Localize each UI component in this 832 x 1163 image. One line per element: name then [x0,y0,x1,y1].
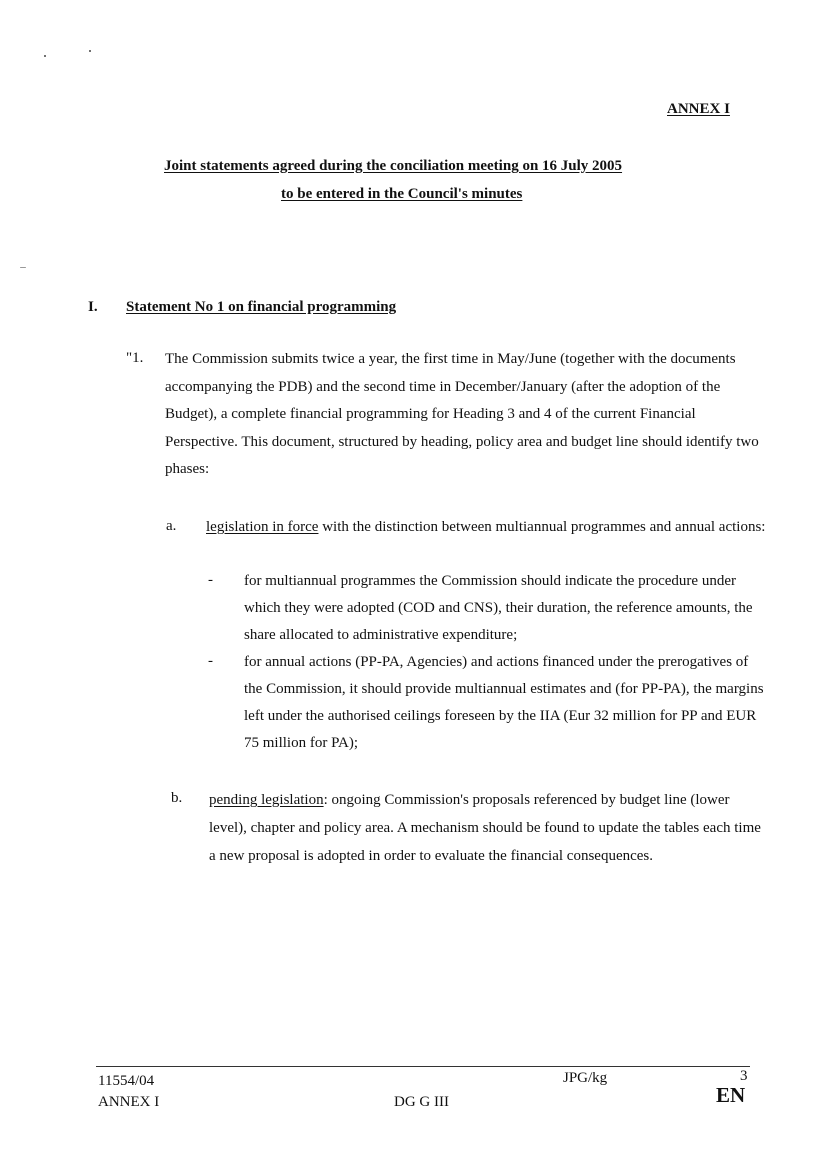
item-b-label: b. [171,790,183,806]
item-a-term: legislation in force [206,519,319,535]
item-b-description: : ongoing Commission's proposals referenced by budget line (lower level), chapter and policy area. A mechanism should be found to update the tables each time a new proposal is adopted in order to evaluate the financial consequences. [209,792,761,864]
footer-dg: DG G III [394,1094,449,1110]
footer-initials: JPG/kg [563,1070,608,1086]
item-b-text [209,786,769,870]
scan-speck [44,55,46,57]
scan-speck [89,50,91,52]
paragraph-text: The Commission submits twice a year, the first time in May/June (together with the documents accompanying the PDB) and the second time in December/January (after the adoption of the Budget), a complete financial programming for Heading 3 and 4 of the current Financial Perspective. This document, structured by heading, policy area and budget line should identify two phases: [165,351,759,477]
annex-label: ANNEX I [667,101,730,117]
footer-rule [96,1066,750,1067]
item-a-text [206,514,766,541]
paragraph-number: "1. [126,350,144,366]
footer-doc-ref: 11554/04 [98,1073,155,1089]
footer-annex: ANNEX I [98,1094,160,1110]
item-b-term: pending legislation [209,792,324,808]
document-title-line2: to be entered in the Council's minutes [281,186,523,202]
bullet-dash: - [208,572,213,588]
footer-language: EN [716,1083,746,1107]
document-title-line1: Joint statements agreed during the conciliation meeting on 16 July 2005 [164,158,623,174]
scan-speck [20,267,26,268]
item-a-description: with the distinction between multiannual programmes and annual actions: [318,519,766,535]
bullet-text: for annual actions (PP-PA, Agencies) and actions financed under the prerogatives of the Commission, it should provide multiannual estimates and (for PP-PA), the margins left under the authorised ceilings foreseen by the IIA (Eur 32 million for PP and EUR 75 million for PA); [244,654,764,751]
section-number: I. [88,299,98,315]
bullet-text: for multiannual programmes the Commission should indicate the procedure under which they were adopted (COD and CNS), their duration, the reference amounts, the share allocated to administrative expenditure; [244,573,753,643]
bullet-dash: - [208,653,213,669]
footer-page-number: 3 [740,1068,748,1084]
item-a-label: a. [166,518,177,534]
section-heading: Statement No 1 on financial programming [126,299,397,315]
